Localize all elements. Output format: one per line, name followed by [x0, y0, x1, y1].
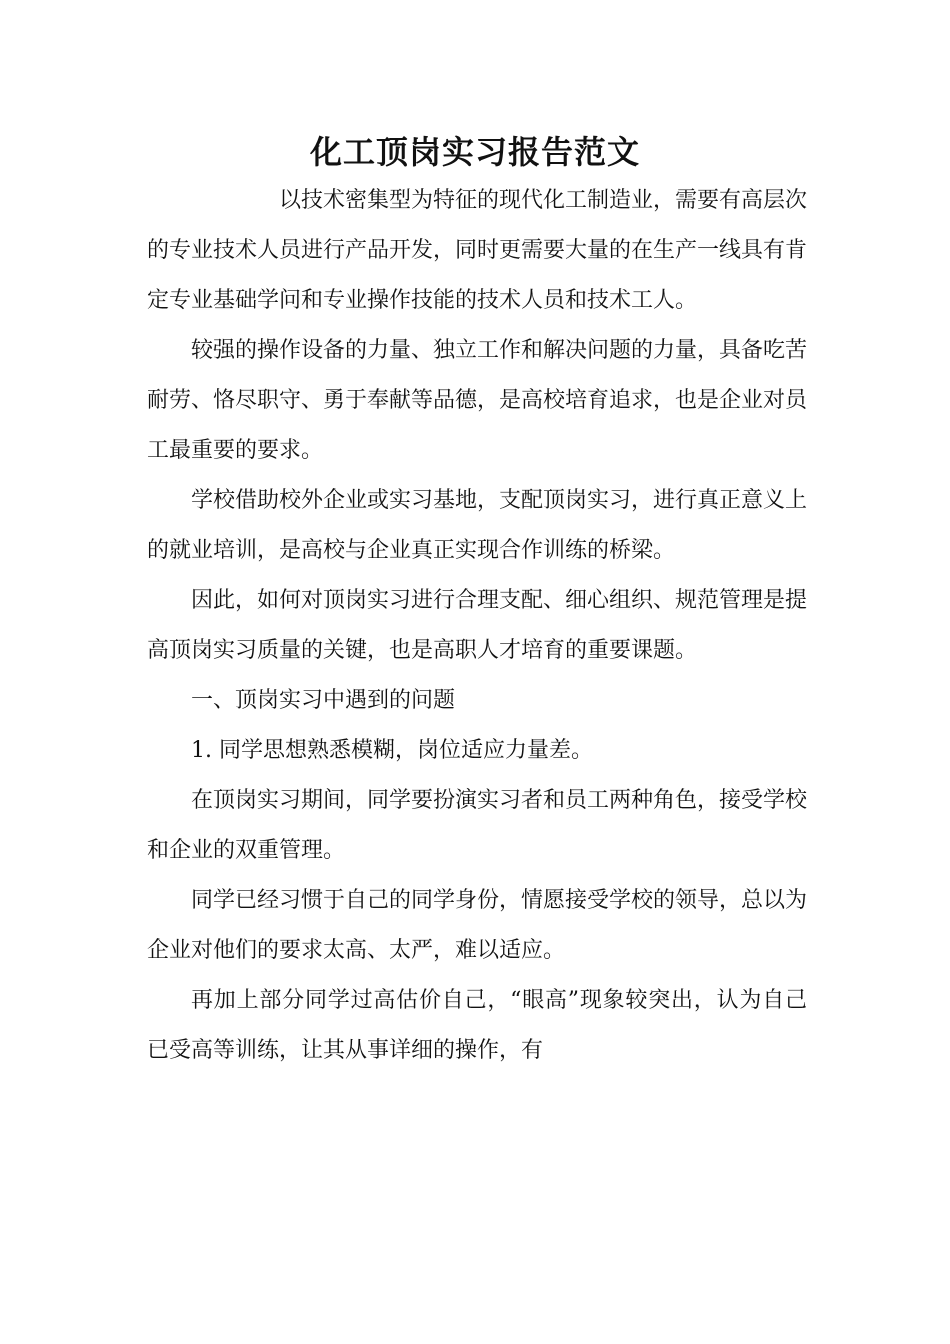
paragraph-student-identity: 同学已经习惯于自己的同学身份，情愿接受学校的领导，总以为企业对他们的要求太高、太严，难以适应。	[147, 888, 808, 963]
paragraph-management: 因此，如何对顶岗实习进行合理支配、细心组织、规范管理是提高顶岗实习质量的关键，也是高职人才培育的重要课题。	[147, 588, 808, 663]
paragraph-abilities: 较强的操作设备的力量、独立工作和解决问题的力量，具备吃苦耐劳、恪尽职守、勇于奉献等品德，是高校培育追求，也是企业对员工最重要的要求。	[147, 338, 808, 463]
paragraph-school-enterprise: 学校借助校外企业或实习基地，支配顶岗实习，进行真正意义上的就业培训，是高校与企业真正实现合作训练的桥梁。	[147, 488, 808, 563]
document-body	[147, 176, 807, 1076]
paragraph-dual-role: 在顶岗实习期间，同学要扮演实习者和员工两种角色，接受学校和企业的双重管理。	[147, 788, 808, 863]
document-title: 化工顶岗实习报告范文	[309, 133, 640, 171]
paragraph-intro: 以技术密集型为特征的现代化工制造业，需要有高层次的专业技术人员进行产品开发，同时更需要大量的在生产一线具有肯定专业基础学问和专业操作技能的技术人员和技术工人。	[147, 188, 808, 313]
paragraph-overestimation: 再加上部分同学过高估价自己，“眼高”现象较突出，认为自己已受高等训练，让其从事详细的操作，有	[147, 988, 807, 1063]
section-heading-problems: 一、顶岗实习中遇到的问题	[191, 688, 456, 713]
subheading-1: 1. 同学思想熟悉模糊，岗位适应力量差。	[191, 738, 593, 763]
